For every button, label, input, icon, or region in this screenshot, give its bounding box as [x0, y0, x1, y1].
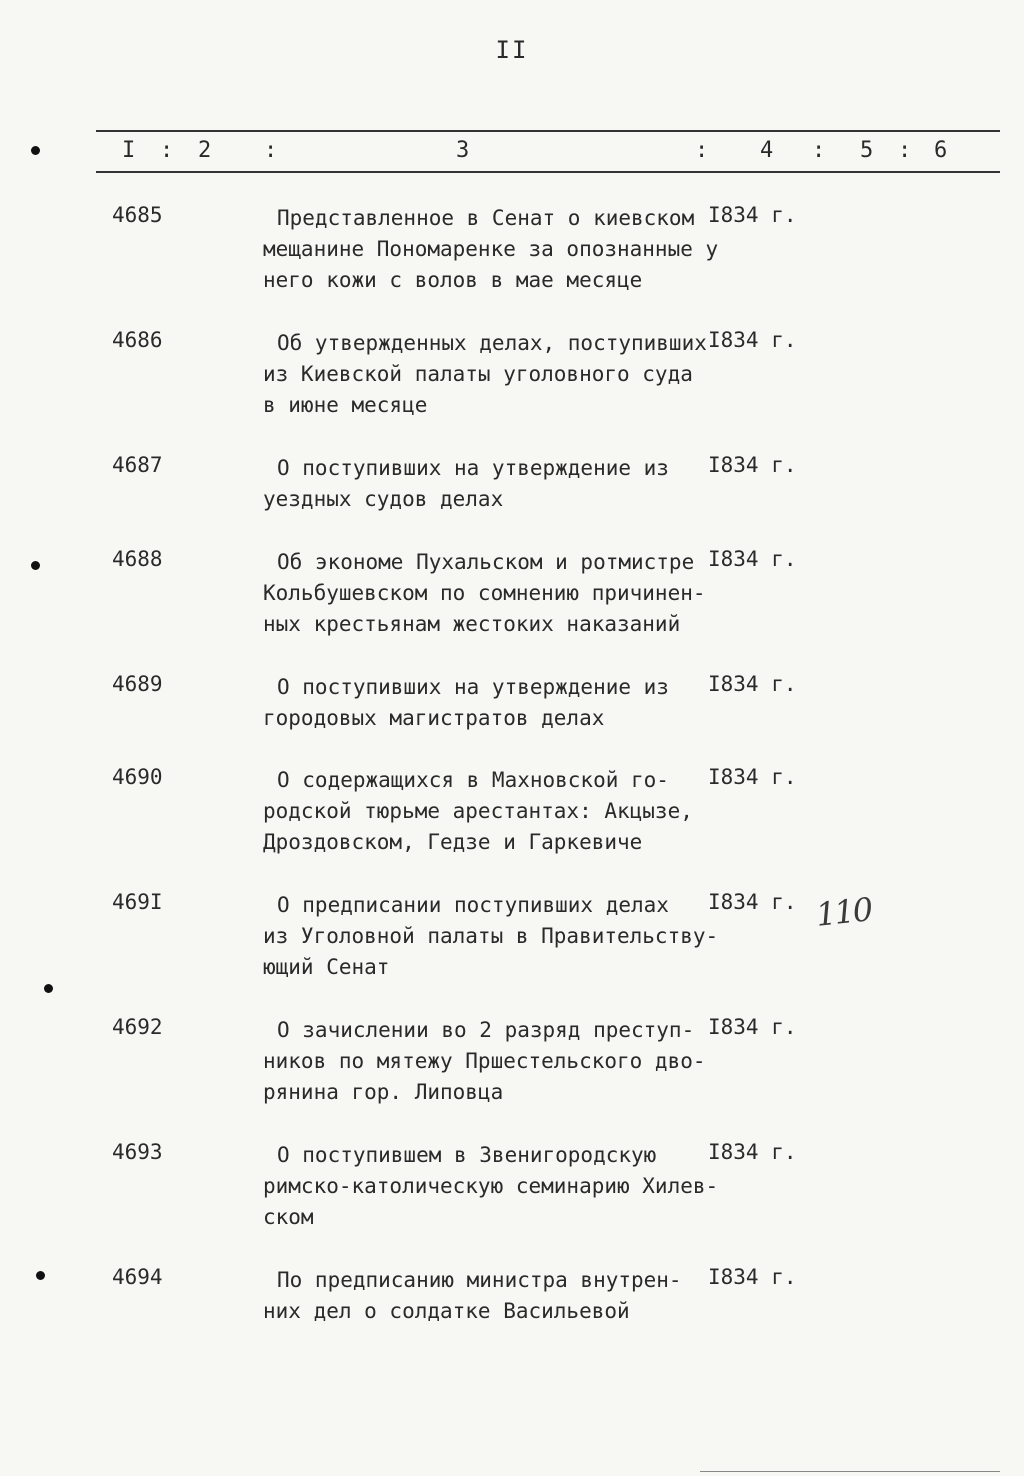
- entry-year: I834 г.: [708, 1015, 797, 1039]
- header-separator: :: [160, 138, 174, 163]
- header-col-4: 4: [760, 138, 774, 163]
- header-col-3: 3: [456, 138, 470, 163]
- entry-year: I834 г.: [708, 547, 797, 571]
- entry-number: 4694: [112, 1265, 163, 1289]
- handwritten-folio-number: 110: [814, 890, 873, 934]
- entry-year: I834 г.: [708, 890, 797, 914]
- entry-number: 4692: [112, 1015, 163, 1039]
- entry-number: 4685: [112, 203, 163, 227]
- punch-hole-mark: [36, 1271, 45, 1280]
- header-col-6: 6: [934, 138, 948, 163]
- entry-title: О предписании поступивших делах из Уголовной палаты в Правительству- ющий Сенат: [263, 893, 719, 979]
- entry-year: I834 г.: [708, 765, 797, 789]
- entry-title: Об утвержденных делах, поступивших из Киевской палаты уголовного суда в июне месяце: [263, 331, 707, 417]
- header-rule-top: [96, 130, 1000, 132]
- entry-number: 4686: [112, 328, 163, 352]
- entry-title: О поступивших на утверждение из городовых магистратов делах: [263, 675, 669, 730]
- header-separator: :: [812, 138, 826, 163]
- entry-title: О содержащихся в Махновской го- родской тюрьме арестантах: Акцызе, Дроздовском, Гедзе и Гаркевиче: [263, 768, 693, 854]
- entry-year: I834 г.: [708, 672, 797, 696]
- entry-title: О поступившем в Звенигородскую римско-католическую семинарию Хилев- ском: [263, 1143, 719, 1229]
- entry-number: 4688: [112, 547, 163, 571]
- table-header: [0, 138, 1024, 166]
- header-col-1: I: [122, 138, 136, 163]
- entry-year: I834 г.: [708, 1140, 797, 1164]
- entry-title: О зачислении во 2 разряд преступ- ников по мятежу Пршестельского дво- рянина гор. Липовца: [263, 1018, 706, 1104]
- punch-hole-mark: [31, 561, 40, 570]
- entry-number: 469I: [112, 890, 163, 914]
- header-separator: :: [695, 138, 709, 163]
- page-edge-line: [700, 1471, 1000, 1472]
- punch-hole-mark: [44, 984, 53, 993]
- entry-number: 4693: [112, 1140, 163, 1164]
- entry-title: Об экономе Пухальском и ротмистре Кольбушевском по сомнению причинен- ных крестьянам жестоких наказаний: [263, 550, 706, 636]
- entry-title: По предписанию министра внутрен- них дел о солдатке Васильевой: [263, 1268, 682, 1323]
- header-col-2: 2: [198, 138, 212, 163]
- entry-number: 4690: [112, 765, 163, 789]
- entry-number: 4689: [112, 672, 163, 696]
- header-col-5: 5: [860, 138, 874, 163]
- entry-number: 4687: [112, 453, 163, 477]
- entry-title: Представленное в Сенат о киевском мещанине Пономаренке за опознанные у него кожи с волов в мае месяце: [263, 206, 719, 292]
- entry-year: I834 г.: [708, 453, 797, 477]
- entry-year: I834 г.: [708, 203, 797, 227]
- entry-year: I834 г.: [708, 1265, 797, 1289]
- header-separator: :: [898, 138, 912, 163]
- page-number: II: [495, 36, 529, 64]
- header-separator: :: [264, 138, 278, 163]
- punch-hole-mark: [31, 146, 40, 155]
- entry-title: О поступивших на утверждение из уездных судов делах: [263, 456, 669, 511]
- entry-year: I834 г.: [708, 328, 797, 352]
- header-rule-bottom: [96, 171, 1000, 173]
